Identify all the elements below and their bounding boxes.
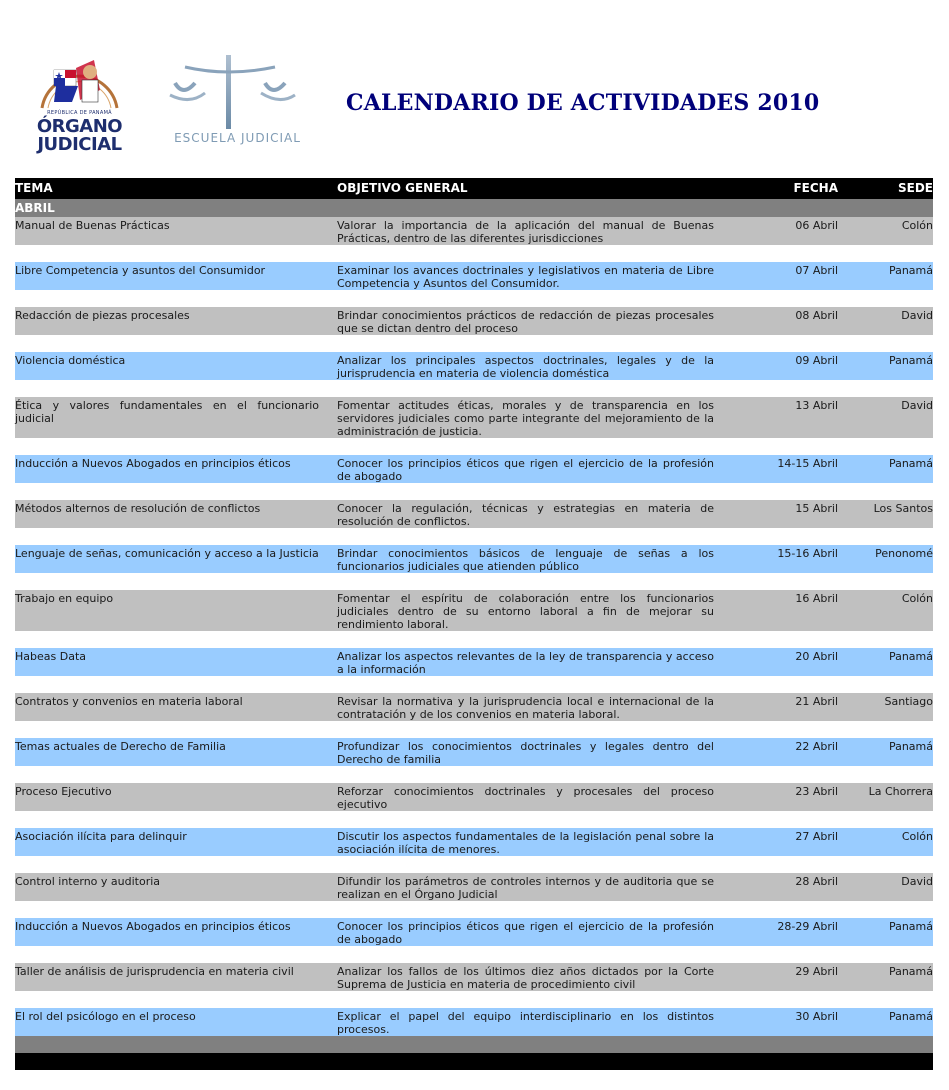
- row-spacer: [15, 290, 933, 307]
- cell-sede: Panamá: [888, 965, 933, 978]
- cell-fecha: 08 Abril: [795, 309, 838, 322]
- table-row: [15, 648, 933, 676]
- cell-tema: Violencia doméstica: [15, 354, 126, 367]
- cell-tema: Ética y valores fundamentales en el funcionario judicial: [15, 399, 319, 425]
- cell-sede: Colón: [901, 592, 933, 605]
- row-spacer: [15, 721, 933, 738]
- table-body: [15, 217, 933, 1036]
- table-footer-bottom-bar: [15, 1053, 933, 1070]
- cell-fecha: 30 Abril: [795, 1010, 838, 1023]
- cell-tema: Inducción a Nuevos Abogados en principios éticos: [15, 920, 291, 933]
- row-spacer: [15, 528, 933, 545]
- cell-sede: Colón: [901, 830, 933, 843]
- cell-objetivo: Conocer los principios éticos que rigen el ejercicio de la profesión de abogado: [337, 457, 714, 483]
- month-label: ABRIL: [15, 199, 933, 217]
- table-row: [15, 1008, 933, 1036]
- organo-small-text: REPÚBLICA DE PANAMÁ: [47, 110, 112, 116]
- cell-tema: Contratos y convenios en materia laboral: [15, 695, 243, 708]
- cell-tema: Libre Competencia y asuntos del Consumidor: [15, 264, 266, 277]
- cell-objetivo: Analizar los aspectos relevantes de la ley de transparencia y acceso a la información: [337, 650, 714, 676]
- table-row: [15, 545, 933, 573]
- cell-objetivo: Difundir los parámetros de controles internos y de auditoria que se realizan en el Órgano Judicial: [337, 875, 714, 901]
- cell-objetivo: Fomentar el espíritu de colaboración entre los funcionarios judiciales dentro de su entorno laboral a fin de mejorar su rendimiento laboral.: [337, 592, 714, 631]
- cell-tema: Inducción a Nuevos Abogados en principios éticos: [15, 457, 291, 470]
- cell-fecha: 27 Abril: [795, 830, 838, 843]
- cell-tema: El rol del psicólogo en el proceso: [15, 1010, 196, 1023]
- cell-fecha: 16 Abril: [795, 592, 838, 605]
- cell-sede: Panamá: [888, 457, 933, 470]
- table-row: [15, 352, 933, 380]
- row-spacer: [15, 245, 933, 262]
- table-row: [15, 500, 933, 528]
- organo-line2: JUDICIAL: [37, 134, 122, 155]
- cell-sede: Penonomé: [875, 547, 933, 560]
- cell-fecha: 20 Abril: [795, 650, 838, 663]
- row-spacer: [15, 483, 933, 500]
- cell-fecha: 09 Abril: [795, 354, 838, 367]
- row-spacer: [15, 856, 933, 873]
- header-objetivo: OBJETIVO GENERAL: [337, 181, 468, 195]
- cell-objetivo: Analizar los fallos de los últimos diez años dictados por la Corte Suprema de Justicia en materia de procedimiento civil: [337, 965, 714, 991]
- cell-tema: Redacción de piezas procesales: [15, 309, 190, 322]
- cell-objetivo: Reforzar conocimientos doctrinales y procesales del proceso ejecutivo: [337, 785, 714, 811]
- cell-objetivo: Discutir los aspectos fundamentales de la legislación penal sobre la asociación ilícita de menores.: [337, 830, 714, 856]
- table-row: [15, 693, 933, 721]
- table-row: [15, 828, 933, 856]
- cell-tema: Proceso Ejecutivo: [15, 785, 112, 798]
- cell-tema: Control interno y auditoria: [15, 875, 161, 888]
- cell-tema: Lenguaje de señas, comunicación y acceso a la Justicia: [15, 547, 319, 560]
- cell-sede: Panamá: [888, 354, 933, 367]
- table-row: [15, 590, 933, 631]
- organo-line1: ÓRGANO: [36, 116, 123, 137]
- row-spacer: [15, 811, 933, 828]
- header-sede: SEDE: [898, 181, 933, 195]
- organo-judicial-emblem-icon: [32, 50, 127, 110]
- cell-objetivo: Analizar los principales aspectos doctrinales, legales y de la jurisprudencia en materia de violencia doméstica: [337, 354, 714, 380]
- cell-fecha: 13 Abril: [795, 399, 838, 412]
- cell-sede: La Chorrera: [868, 785, 933, 798]
- row-spacer: [15, 438, 933, 455]
- cell-fecha: 28 Abril: [795, 875, 838, 888]
- cell-sede: Santiago: [884, 695, 933, 708]
- cell-fecha: 21 Abril: [795, 695, 838, 708]
- cell-fecha: 07 Abril: [795, 264, 838, 277]
- scales-of-justice-icon: [165, 55, 310, 131]
- table-row: [15, 217, 933, 245]
- cell-tema: Asociación ilícita para delinquir: [15, 830, 187, 843]
- cell-objetivo: Examinar los avances doctrinales y legislativos en materia de Libre Competencia y Asuntos del Consumidor.: [337, 264, 714, 290]
- table-row: [15, 307, 933, 335]
- cell-sede: David: [901, 875, 933, 888]
- header-fecha: FECHA: [793, 181, 838, 195]
- cell-sede: Panamá: [888, 920, 933, 933]
- table-row: [15, 262, 933, 290]
- table-row: [15, 397, 933, 438]
- escuela-judicial-text: ESCUELA JUDICIAL: [174, 131, 301, 145]
- table-row: [15, 783, 933, 811]
- table-row: [15, 918, 933, 946]
- cell-tema: Temas actuales de Derecho de Familia: [15, 740, 226, 753]
- cell-fecha: 28-29 Abril: [777, 920, 838, 933]
- cell-fecha: 15 Abril: [795, 502, 838, 515]
- cell-objetivo: Brindar conocimientos básicos de lenguaje de señas a los funcionarios judiciales que atienden público: [337, 547, 714, 573]
- cell-sede: David: [901, 399, 933, 412]
- table-header: [15, 178, 933, 199]
- row-spacer: [15, 991, 933, 1008]
- table-row: [15, 738, 933, 766]
- row-spacer: [15, 901, 933, 918]
- cell-tema: Trabajo en equipo: [15, 592, 114, 605]
- row-spacer: [15, 335, 933, 352]
- cell-fecha: 06 Abril: [795, 219, 838, 232]
- cell-tema: Habeas Data: [15, 650, 86, 663]
- row-spacer: [15, 676, 933, 693]
- cell-objetivo: Valorar la importancia de la aplicación del manual de Buenas Prácticas, dentro de las diferentes jurisdicciones: [337, 219, 714, 245]
- cell-objetivo: Brindar conocimientos prácticos de redacción de piezas procesales que se dictan dentro del proceso: [337, 309, 714, 335]
- cell-sede: Panamá: [888, 650, 933, 663]
- table-row: [15, 963, 933, 991]
- activities-table: [15, 178, 933, 1070]
- cell-fecha: 29 Abril: [795, 965, 838, 978]
- cell-sede: Colón: [901, 219, 933, 232]
- header-tema: TEMA: [15, 181, 53, 195]
- row-spacer: [15, 946, 933, 963]
- cell-objetivo: Profundizar los conocimientos doctrinales y legales dentro del Derecho de familia: [337, 740, 714, 766]
- cell-sede: Panamá: [888, 740, 933, 753]
- row-spacer: [15, 380, 933, 397]
- organo-judicial-logo: [32, 50, 127, 160]
- cell-objetivo: Fomentar actitudes éticas, morales y de transparencia en los servidores judiciales como parte integrante del mejoramiento de la administración de justicia.: [337, 399, 714, 438]
- row-spacer: [15, 766, 933, 783]
- page-title: CALENDARIO DE ACTIVIDADES 2010: [346, 90, 820, 116]
- cell-sede: Panamá: [888, 1010, 933, 1023]
- cell-fecha: 14-15 Abril: [777, 457, 838, 470]
- escuela-judicial-logo: [165, 55, 310, 155]
- row-spacer: [15, 573, 933, 590]
- table-row: [15, 873, 933, 901]
- cell-sede: Los Santos: [873, 502, 933, 515]
- cell-fecha: 15-16 Abril: [777, 547, 838, 560]
- cell-objetivo: Explicar el papel del equipo interdisciplinario en los distintos procesos.: [337, 1010, 714, 1036]
- cell-tema: Métodos alternos de resolución de conflictos: [15, 502, 261, 515]
- cell-objetivo: Conocer la regulación, técnicas y estrategias en materia de resolución de conflictos.: [337, 502, 714, 528]
- cell-fecha: 23 Abril: [795, 785, 838, 798]
- cell-sede: Panamá: [888, 264, 933, 277]
- table-row: [15, 455, 933, 483]
- cell-fecha: 22 Abril: [795, 740, 838, 753]
- cell-objetivo: Conocer los principios éticos que rigen el ejercicio de la profesión de abogado: [337, 920, 714, 946]
- cell-sede: David: [901, 309, 933, 322]
- row-spacer: [15, 631, 933, 648]
- cell-tema: Manual de Buenas Prácticas: [15, 219, 170, 232]
- table-footer-bar: [15, 1036, 933, 1053]
- cell-objetivo: Revisar la normativa y la jurisprudencia local e internacional de la contratación y de los convenios en materia laboral.: [337, 695, 714, 721]
- cell-tema: Taller de análisis de jurisprudencia en materia civil: [15, 965, 294, 978]
